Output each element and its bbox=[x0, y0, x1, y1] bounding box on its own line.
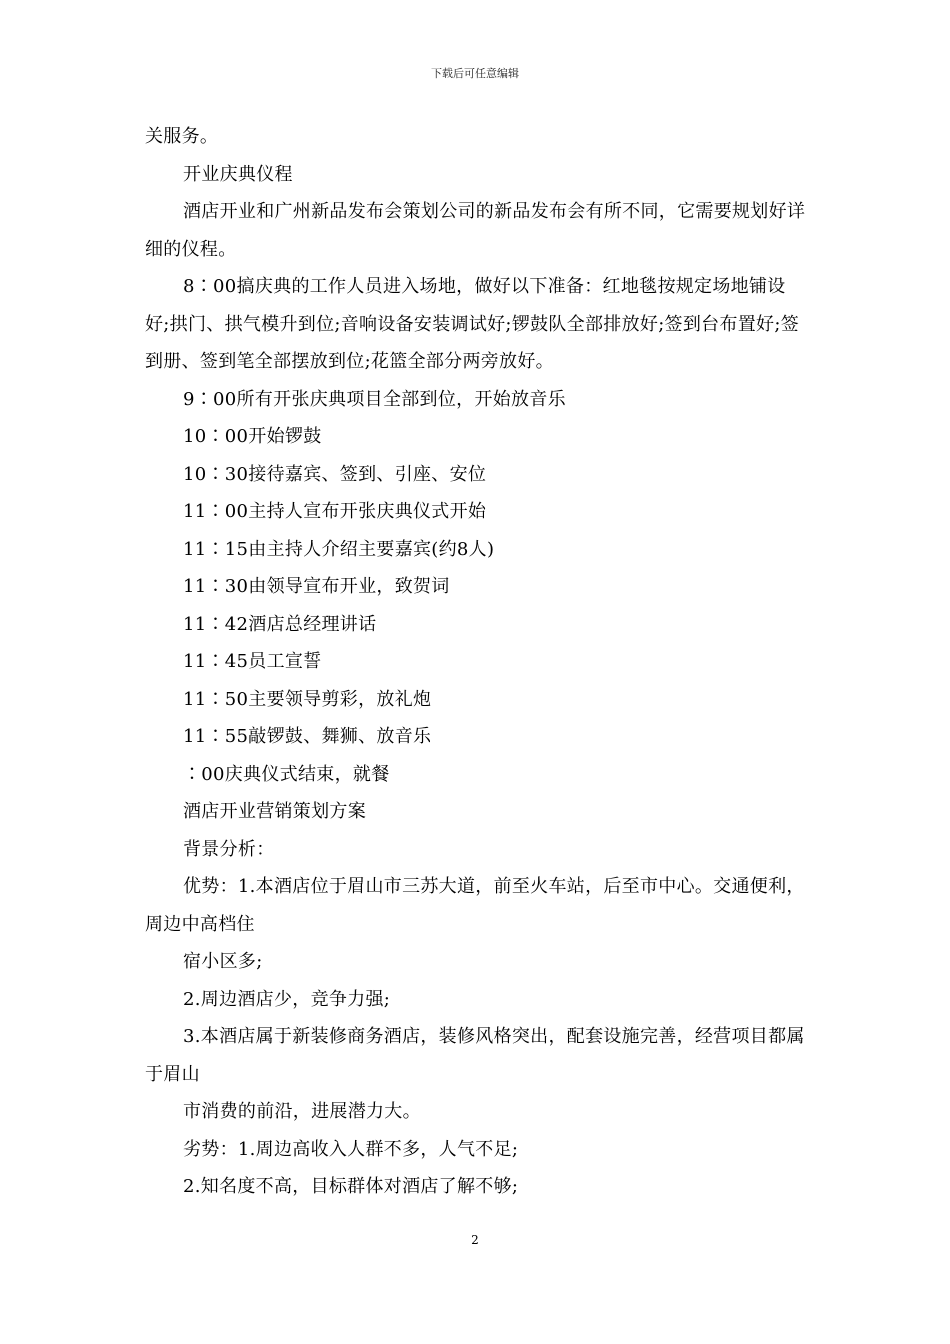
schedule-item: 11∶45员工宣誓 bbox=[183, 651, 322, 672]
schedule-item: 11∶00主持人宣布开张庆典仪式开始 bbox=[183, 501, 487, 522]
page-number: 2 bbox=[471, 1233, 479, 1247]
schedule-item: ∶00庆典仪式结束，就餐 bbox=[183, 763, 390, 785]
schedule-item: 10∶00开始锣鼓 bbox=[183, 426, 322, 447]
schedule-item: 11∶15由主持人介绍主要嘉宾(约8人) bbox=[183, 538, 495, 560]
paragraph: 8∶00搞庆典的工作人员进入场地，做好以下准备：红地毯按规定场地铺设好;拱门、拱气模升到位;音响设备安装调试好;锣鼓队全部排放好;签到台布置好;签到册、签到笔全部摆放到位;花篮全部分两旁放好。 bbox=[145, 276, 800, 372]
paragraph: 宿小区多; bbox=[183, 951, 263, 972]
document-body bbox=[145, 118, 810, 1206]
schedule-item: 9∶00所有开张庆典项目全部到位，开始放音乐 bbox=[183, 388, 566, 410]
schedule-item: 11∶30由领导宣布开业，致贺词 bbox=[183, 576, 450, 597]
section-heading: 开业庆典仪程 bbox=[183, 163, 293, 185]
paragraph: 背景分析： bbox=[183, 838, 275, 860]
schedule-item: 11∶50主要领导剪彩，放礼炮 bbox=[183, 688, 432, 710]
paragraph: 2.周边酒店少，竞争力强; bbox=[183, 988, 391, 1010]
paragraph: 3.本酒店属于新装修商务酒店，装修风格突出，配套设施完善，经营项目都属于眉山 bbox=[145, 1026, 805, 1085]
section-heading: 酒店开业营销策划方案 bbox=[183, 801, 366, 822]
schedule-item: 11∶42酒店总经理讲话 bbox=[183, 613, 377, 635]
paragraph: 优势：1.本酒店位于眉山市三苏大道，前至火车站，后至市中心。交通便利，周边中高档住 bbox=[145, 876, 805, 935]
paragraph: 劣势：1.周边高收入人群不多，人气不足; bbox=[183, 1138, 519, 1160]
paragraph: 关服务。 bbox=[145, 126, 219, 147]
schedule-item: 10∶30接待嘉宾、签到、引座、安位 bbox=[183, 463, 487, 485]
schedule-item: 11∶55敲锣鼓、舞狮、放音乐 bbox=[183, 726, 432, 747]
paragraph: 酒店开业和广州新品发布会策划公司的新品发布会有所不同，它需要规划好详细的仪程。 bbox=[145, 201, 806, 260]
paragraph: 市消费的前沿，进展潜力大。 bbox=[183, 1101, 421, 1122]
paragraph: 2.知名度不高，目标群体对酒店了解不够; bbox=[183, 1176, 519, 1197]
page-header: 下载后可任意编辑 bbox=[431, 67, 519, 80]
